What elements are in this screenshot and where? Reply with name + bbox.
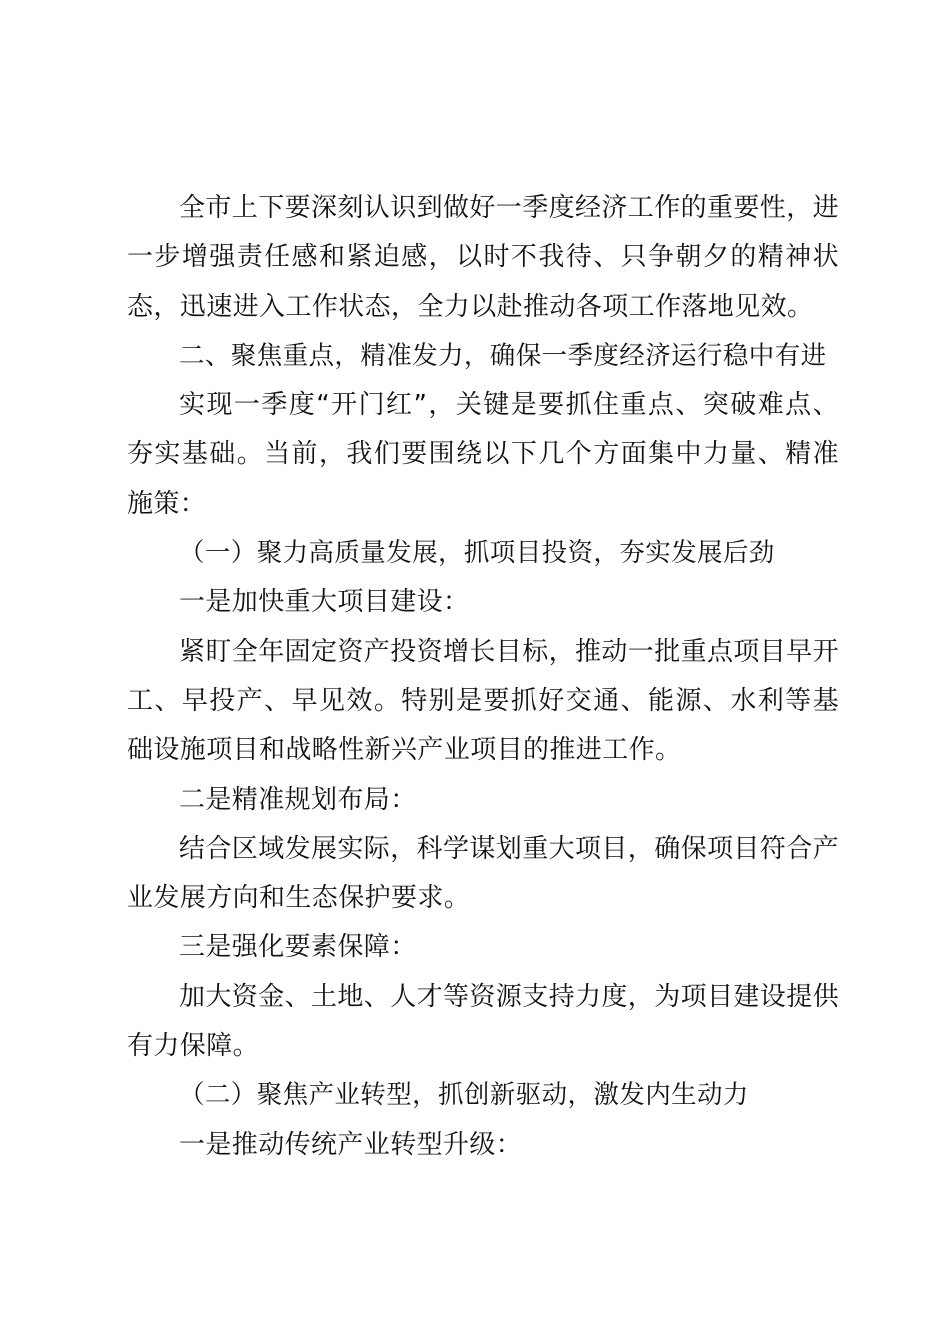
subsection-heading-2: （二）聚焦产业转型，抓创新驱动，激发内生动力 [179,1080,749,1111]
item-heading-traditional-industry: 一是推动传统产业转型升级： [179,1129,523,1160]
paragraph-resources: 加大资金、土地、人才等资源支持力度，为项目建设提供有力保障。 [127,981,840,1062]
section-heading-2: 二、聚焦重点，精准发力，确保一季度经济运行稳中有进 [179,340,827,371]
subsection-heading-1: （一）聚力高质量发展，抓项目投资，夯实发展后劲 [179,538,775,569]
paragraph-key-points: 实现一季度“开门红”，关键是要抓住重点、突破难点、夯实基础。当前，我们要围绕以下几个方面集中力量、精准施策： [127,390,839,519]
document-body [127,184,839,1170]
paragraph-urgency: 全市上下要深刻认识到做好一季度经济工作的重要性，进一步增强责任感和紧迫感，以时不我待、只争朝夕的精神状态，迅速进入工作状态，全力以赴推动各项工作落地见效。 [127,193,840,322]
item-heading-planning: 二是精准规划布局： [179,784,417,815]
item-heading-major-projects: 一是加快重大项目建设： [179,587,470,618]
paragraph-planning: 结合区域发展实际，科学谋划重大项目，确保项目符合产业发展方向和生态保护要求。 [127,833,840,914]
item-heading-resources: 三是强化要素保障： [179,932,417,963]
paragraph-major-projects: 紧盯全年固定资产投资增长目标，推动一批重点项目早开工、早投产、早见效。特别是要抓好交通、能源、水利等基础设施项目和战略性新兴产业项目的推进工作。 [127,636,840,766]
